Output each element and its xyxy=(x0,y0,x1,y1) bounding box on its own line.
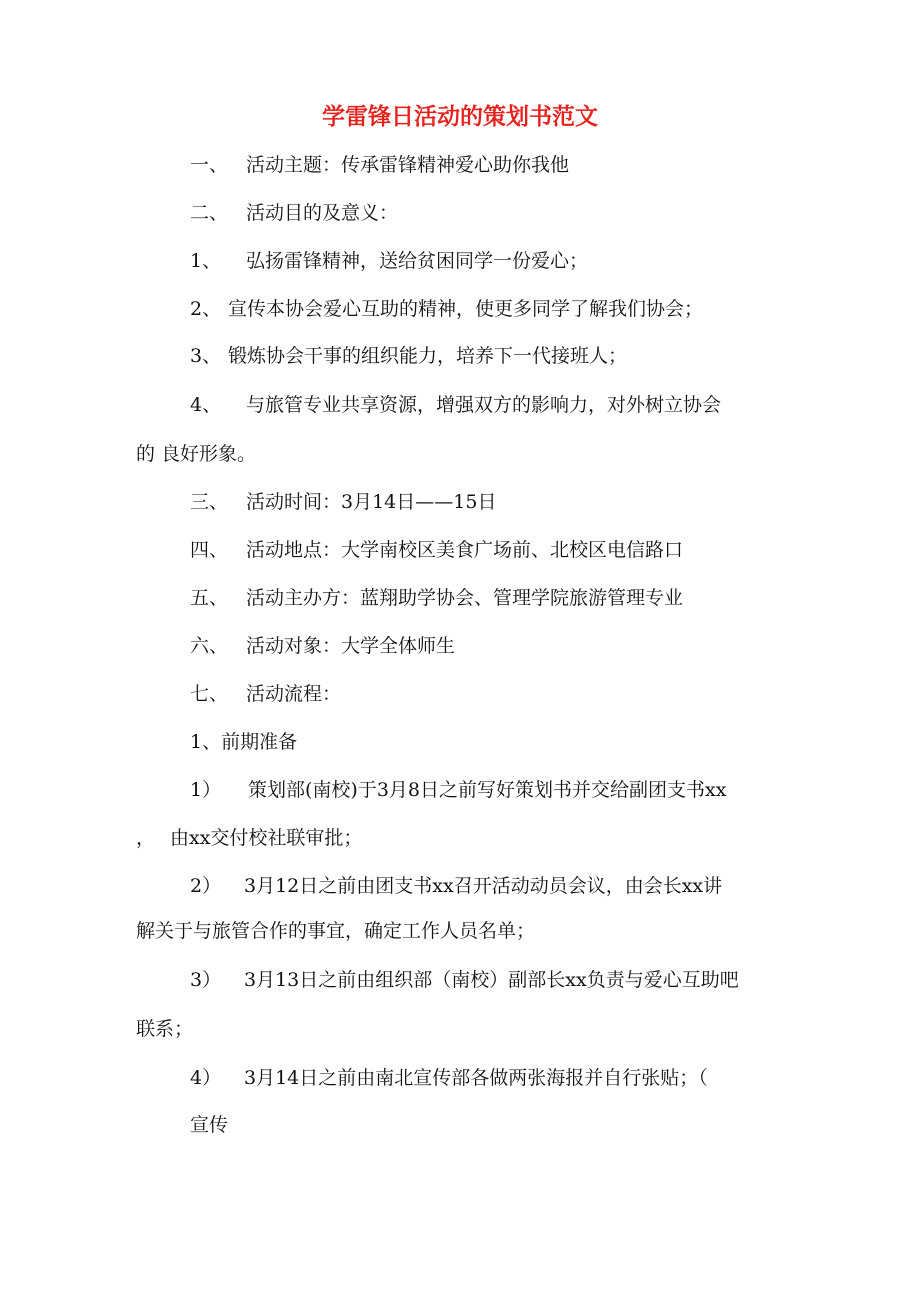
line-text: 策划部(南校)于3月8日之前写好策划书并交给副团支书xx xyxy=(248,779,727,801)
line-text: 与旅管专业共享资源，增强双方的影响力，对外树立协会 xyxy=(246,394,722,416)
line-number: 三、 xyxy=(190,491,229,513)
line-text: 3月12日之前由团支书xx召开活动动员会议，由会长xx讲 xyxy=(244,875,723,897)
line-text: 活动流程： xyxy=(246,683,342,705)
line-number: 4） xyxy=(190,1067,222,1089)
paragraph-line xyxy=(190,198,398,228)
paragraph-line xyxy=(190,341,627,371)
line-number: 二、 xyxy=(190,202,229,224)
paragraph-line xyxy=(190,390,721,420)
line-number: ， xyxy=(136,827,156,849)
paragraph-line xyxy=(190,775,726,805)
line-text: 活动地点：大学南校区美食广场前、北校区电信路口 xyxy=(246,539,684,561)
line-text: 宣传本协会爱心互助的精神，使更多同学了解我们协会； xyxy=(228,298,704,320)
line-number: 1、 xyxy=(190,250,222,272)
paragraph-line xyxy=(190,150,569,180)
line-text: 由xx交付校社联审批； xyxy=(170,827,363,849)
paragraph-line xyxy=(190,679,341,709)
line-text: 活动时间：3月14日——15日 xyxy=(246,491,497,513)
line-number: 3） xyxy=(190,969,222,991)
line-text: 联系； xyxy=(136,1018,194,1040)
paragraph-line xyxy=(136,1014,193,1044)
paragraph-line xyxy=(190,965,739,995)
line-text: 锻炼协会干事的组织能力，培养下一代接班人； xyxy=(228,345,628,367)
line-number: 4、 xyxy=(190,394,222,416)
line-number: 七、 xyxy=(190,683,229,705)
line-text: 活动主题：传承雷锋精神爱心助你我他 xyxy=(246,154,570,176)
line-text: 活动对象：大学全体师生 xyxy=(246,635,456,657)
line-text: 弘扬雷锋精神，送给贫困同学一份爱心； xyxy=(246,250,589,272)
paragraph-line xyxy=(190,246,588,276)
paragraph-line xyxy=(190,583,683,613)
line-text: 活动主办方：蓝翔助学协会、管理学院旅游管理专业 xyxy=(246,587,684,609)
line-text: 的 良好形象。 xyxy=(136,443,257,465)
paragraph-line xyxy=(190,631,455,661)
line-number: 3、 xyxy=(190,345,222,367)
line-number: 四、 xyxy=(190,539,229,561)
line-text: 3月14日之前由南北宣传部各做两张海报并自行张贴；（ xyxy=(244,1067,708,1089)
paragraph-line xyxy=(190,727,297,757)
paragraph-line xyxy=(190,871,722,901)
document-title: 学雷锋日活动的策划书范文 xyxy=(322,104,598,130)
paragraph-line xyxy=(190,535,683,565)
line-text: 活动目的及意义： xyxy=(246,202,399,224)
line-number: 2） xyxy=(190,875,222,897)
paragraph-line xyxy=(190,487,496,517)
paragraph-line xyxy=(136,823,362,853)
line-text: 1、前期准备 xyxy=(190,731,298,753)
paragraph-line xyxy=(190,1063,708,1093)
line-text: 3月13日之前由组织部（南校）副部长xx负责与爱心互助吧 xyxy=(244,969,739,991)
line-number: 五、 xyxy=(190,587,229,609)
line-text: 解关于与旅管合作的事宜，确定工作人员名单； xyxy=(136,920,536,942)
paragraph-line xyxy=(190,1110,228,1140)
line-text: 宣传 xyxy=(190,1114,229,1136)
paragraph-line xyxy=(136,916,535,946)
line-number: 一、 xyxy=(190,154,229,176)
line-number: 1） xyxy=(190,779,222,801)
paragraph-line xyxy=(136,439,256,469)
line-number: 六、 xyxy=(190,635,229,657)
paragraph-line xyxy=(190,294,703,324)
line-number: 2、 xyxy=(190,298,222,320)
